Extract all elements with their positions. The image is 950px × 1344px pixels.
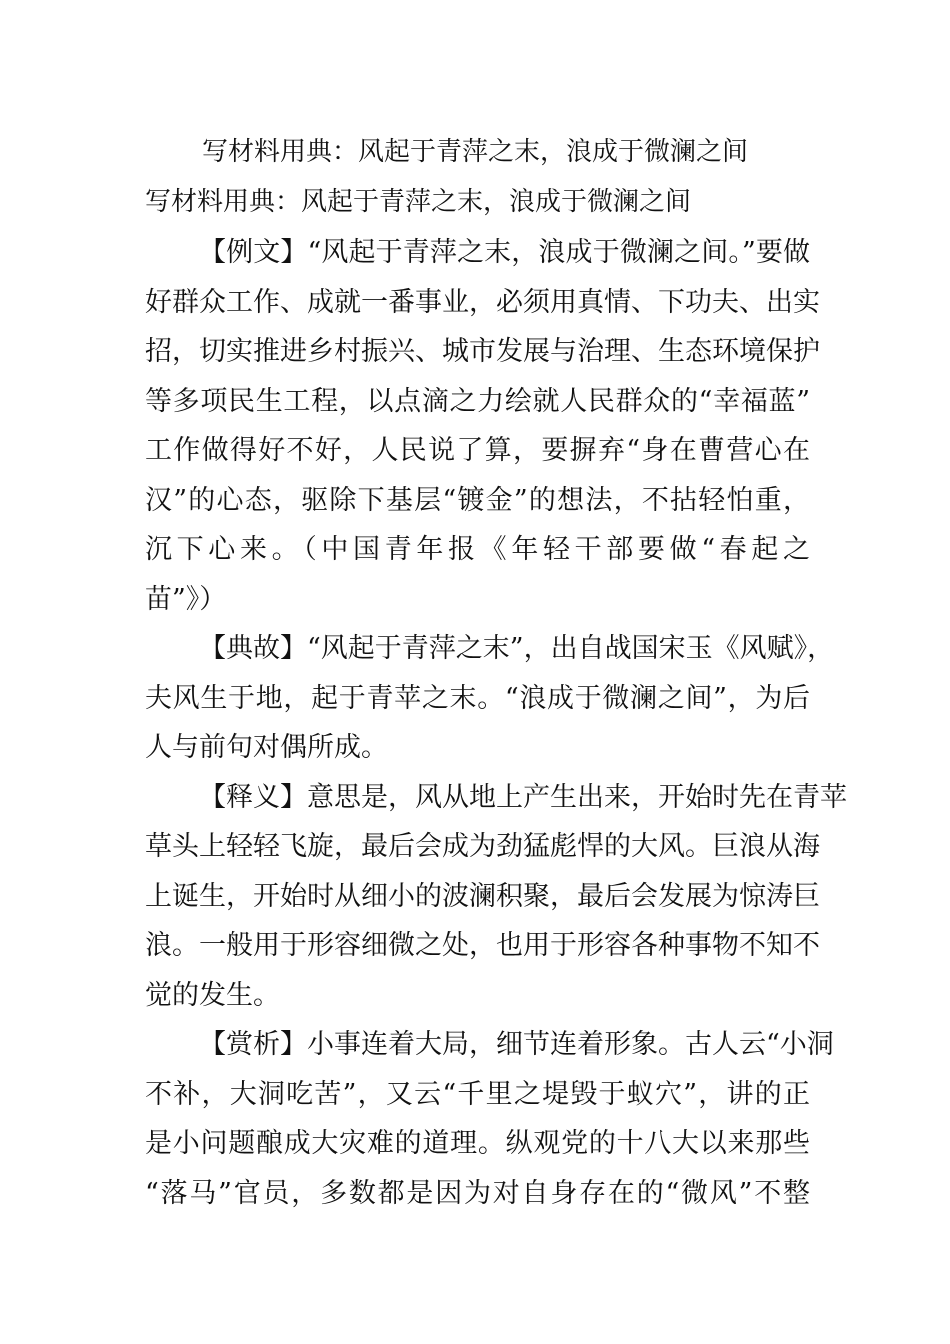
- text-line: 苗”》）: [145, 583, 227, 615]
- paragraph-example: [145, 228, 820, 624]
- paragraph-allusion: [145, 624, 835, 773]
- document-body: [145, 228, 847, 1218]
- text-line: 草头上轻轻飞旋，最后会成为劲猛彪悍的大风。巨浪从海: [145, 831, 820, 862]
- text-line: 汉”的心态，驱除下基层“镀金”的想法，不拈轻怕重，: [145, 484, 810, 516]
- text-line: 是小问题酿成大灾难的道理。纵观党的十八大以来那些: [145, 1128, 810, 1159]
- paragraph-meaning: [145, 773, 847, 1021]
- text-line: 人与前句对偶所成。: [145, 732, 388, 763]
- text-line: 【释义】意思是，风从地上产生出来，开始时先在青苹: [199, 781, 847, 813]
- text-line: 夫风生于地，起于青苹之末。“浪成于微澜之间”，为后: [145, 682, 810, 714]
- paragraph-appreciation: [145, 1020, 834, 1218]
- text-line: 觉的发生。: [145, 979, 280, 1011]
- text-line: 招，切实推进乡村振兴、城市发展与治理、生态环境保护: [145, 336, 820, 367]
- text-line: 工作做得好不好，人民说了算，要摒弃“身在曹营心在: [145, 435, 810, 466]
- text-line: 好群众工作、成就一番事业，必须用真情、下功夫、出实: [145, 286, 820, 318]
- text-line: 不补，大洞吃苦”，又云“千里之堤毁于蚁穴”，讲的正: [145, 1078, 810, 1110]
- text-line: 【赏析】小事连着大局，细节连着形象。古人云“小洞: [199, 1029, 834, 1060]
- text-line: 浪。一般用于形容细微之处，也用于形容各种事物不知不: [145, 930, 820, 961]
- text-line: 等多项民生工程，以点滴之力绘就人民群众的“幸福蓝”: [145, 385, 810, 417]
- document-title: 写材料用典：风起于青萍之末，浪成于微澜之间: [201, 137, 748, 167]
- text-line: “落马”官员，多数都是因为对自身存在的“微风”不整: [145, 1177, 810, 1209]
- document-subtitle: 写材料用典：风起于青萍之末，浪成于微澜之间: [145, 187, 692, 217]
- text-line: 【典故】“风起于青萍之末”，出自战国宋玉《风赋》，: [199, 633, 835, 664]
- text-line: 【例文】“风起于青萍之末，浪成于微澜之间。”要做: [199, 237, 810, 268]
- text-line: 沉下心来。（中国青年报《年轻干部要做“春起之: [145, 534, 810, 565]
- text-line: 上诞生，开始时从细小的波澜积聚，最后会发展为惊涛巨: [145, 880, 820, 912]
